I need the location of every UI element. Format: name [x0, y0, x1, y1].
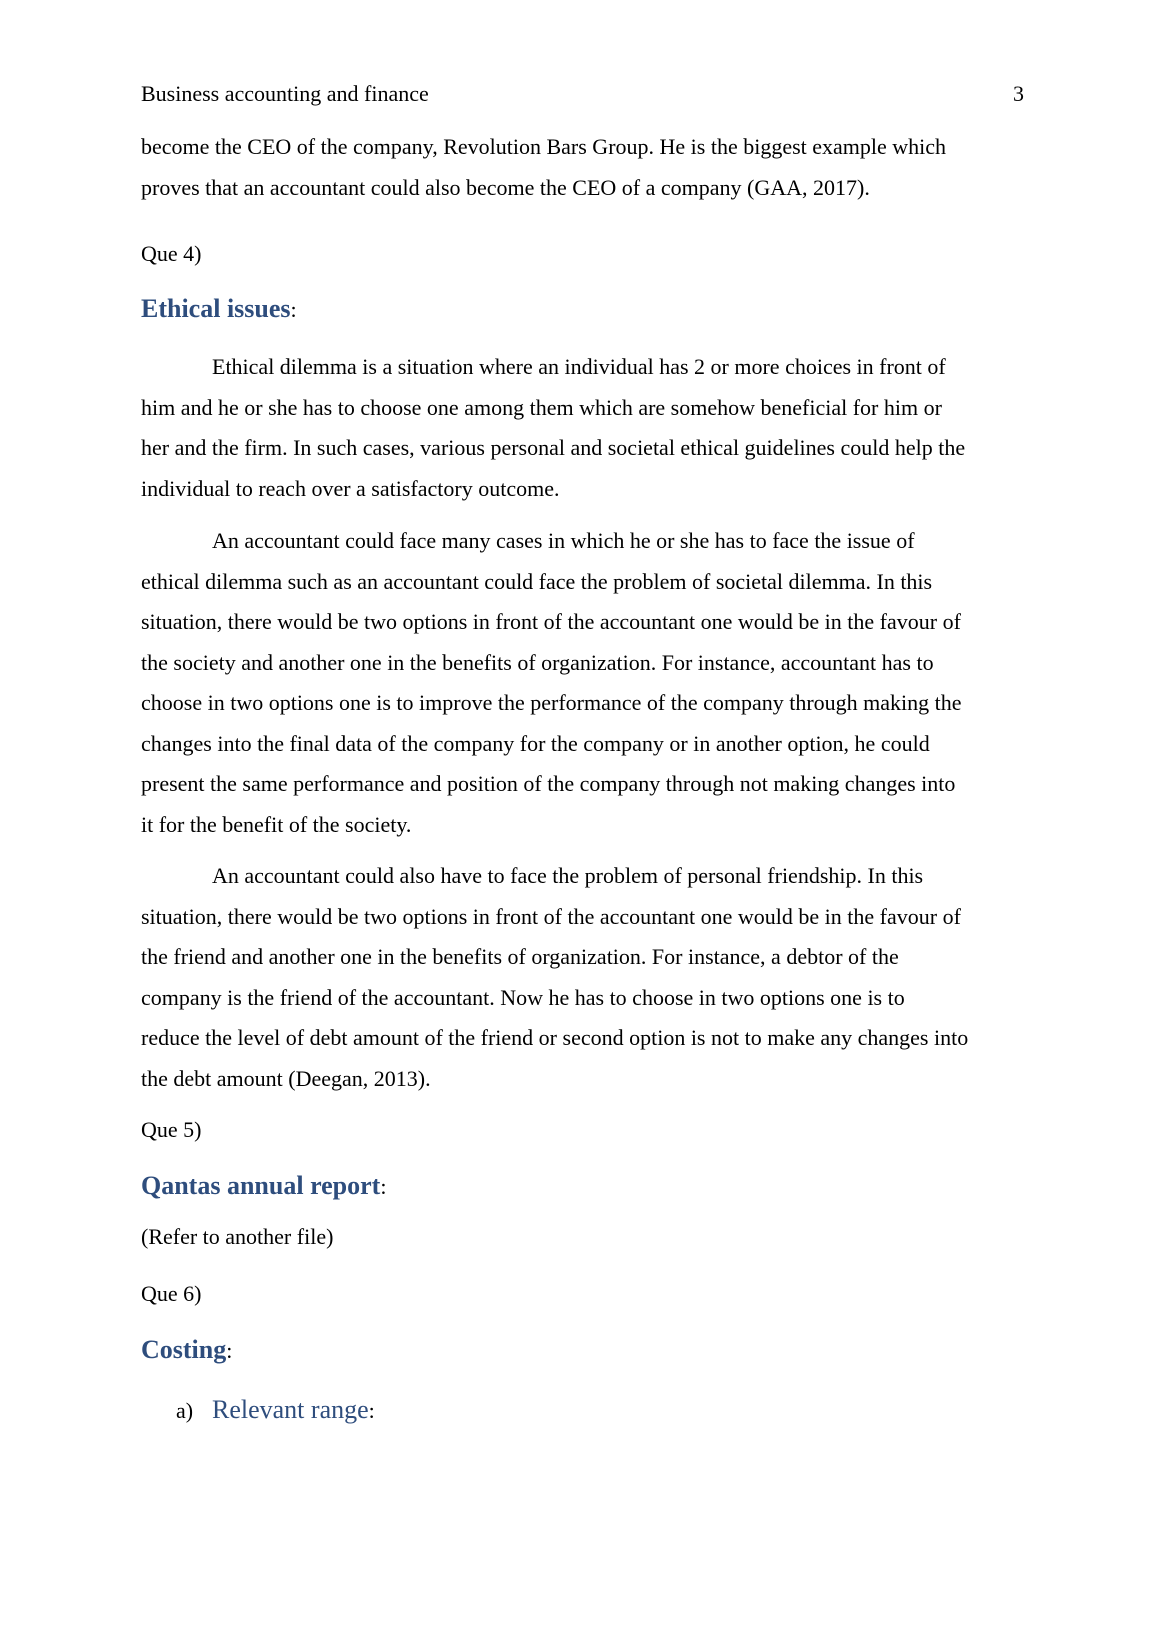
text-line: individual to reach over a satisfactory outcome. — [141, 475, 560, 501]
text-line: company is the friend of the accountant. Now he has to choose in two options one is to — [141, 984, 905, 1010]
text-line: changes into the final data of the company for the company or in another option, he could — [141, 730, 930, 756]
intro-paragraph — [141, 127, 1024, 208]
text-line: An accountant could face many cases in which he or she has to face the issue of — [212, 528, 915, 553]
text-line: situation, there would be two options in front of the accountant one would be in the favour of — [141, 609, 961, 634]
text-line: her and the firm. In such cases, various personal and societal ethical guidelines could help the — [141, 435, 966, 460]
text-line: the debt amount (Deegan, 2013). — [141, 1065, 431, 1091]
text-line: present the same performance and position of the company through not making changes into — [141, 771, 956, 796]
subheading-text: Relevant range — [212, 1395, 369, 1424]
text-line: proves that an accountant could also become the CEO of a company (GAA, 2017). — [141, 174, 870, 200]
ethical-paragraph-1 — [141, 347, 1024, 509]
list-marker: a) — [176, 1398, 194, 1423]
text-line: it for the benefit of the society. — [141, 811, 412, 837]
running-header-title: Business accounting and finance — [141, 81, 429, 106]
subheading-colon: : — [368, 1398, 375, 1423]
ethical-paragraph-2 — [141, 521, 1024, 845]
text-line: reduce the level of debt amount of the friend or second option is not to make any changes into — [141, 1025, 969, 1050]
text-line: the friend and another one in the benefits of organization. For instance, a debtor of the — [141, 944, 899, 969]
question-6-label: Que 6) — [141, 1281, 202, 1306]
text-line: choose in two options one is to improve the performance of the company through making the — [141, 690, 962, 715]
heading-text: Qantas annual report — [141, 1171, 381, 1200]
heading-colon: : — [226, 1338, 233, 1363]
ethical-paragraph-3 — [141, 856, 1024, 1099]
text-line: An accountant could also have to face the problem of personal friendship. In this — [212, 863, 924, 888]
text-line: ethical dilemma such as an accountant could face the problem of societal dilemma. In this — [141, 568, 933, 594]
refer-note: (Refer to another file) — [141, 1224, 334, 1249]
text-line: Ethical dilemma is a situation where an individual has 2 or more choices in front of — [212, 354, 946, 379]
page-number: 3 — [1013, 81, 1024, 106]
ethical-issues-heading — [141, 291, 297, 328]
qantas-annual-report-heading — [141, 1168, 386, 1205]
costing-heading — [141, 1332, 232, 1369]
heading-text: Costing — [141, 1335, 227, 1364]
heading-colon: : — [380, 1174, 387, 1199]
page-header — [141, 78, 1024, 110]
text-line: situation, there would be two options in front of the accountant one would be in the favour of — [141, 903, 961, 929]
text-line: become the CEO of the company, Revolution Bars Group. He is the biggest example which — [141, 134, 947, 159]
question-5-label: Que 5) — [141, 1117, 202, 1142]
heading-text: Ethical issues — [141, 294, 291, 323]
heading-colon: : — [290, 297, 297, 322]
text-line: the society and another one in the benefits of organization. For instance, accountant has to — [141, 649, 934, 675]
text-line: him and he or she has to choose one among them which are somehow beneficial for him or — [141, 394, 942, 420]
question-4-label: Que 4) — [141, 241, 202, 266]
relevant-range-subheading — [176, 1392, 375, 1429]
